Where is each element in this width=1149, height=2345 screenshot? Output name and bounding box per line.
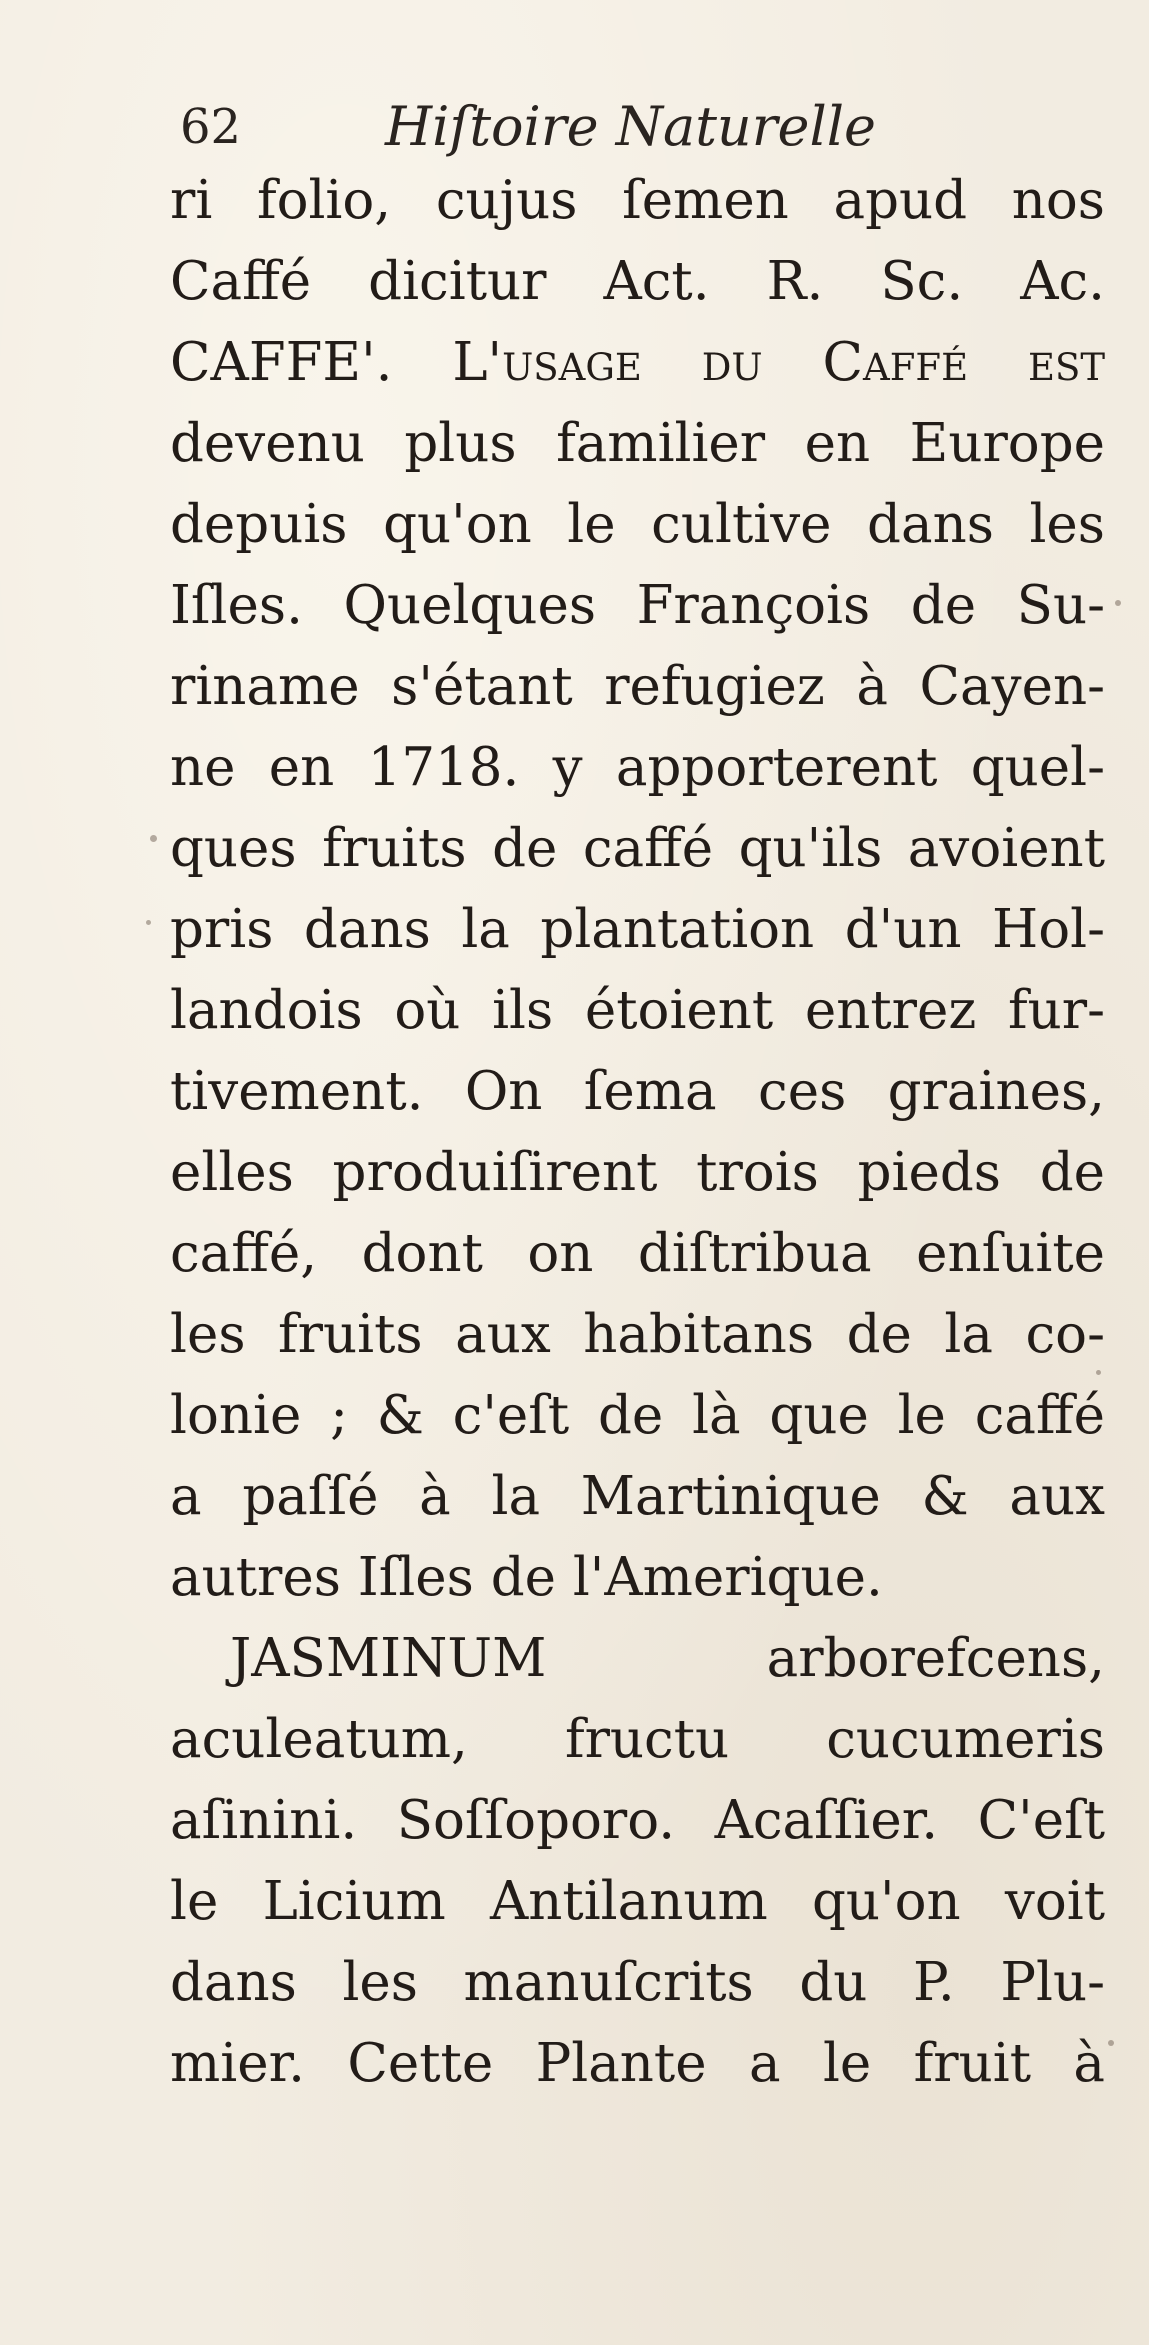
text-line: landois où ils étoient entrez fur- <box>170 980 1105 1041</box>
text-line: aſinini. Soſſoporo. Acaſſier. C'eſt <box>170 1790 1105 1851</box>
text-line: ques fruits de caffé qu'ils avoient <box>170 818 1105 879</box>
text-line: a paſſé à la Martinique & aux <box>170 1466 1105 1527</box>
running-title: Hiſtoire Naturelle <box>385 95 876 158</box>
text-line: ri folio, cujus ſemen apud nos <box>170 170 1105 231</box>
text-line: lonie ; & c'eſt de là que le caffé <box>170 1385 1105 1446</box>
text-line: devenu plus familier en Europe <box>170 413 1105 474</box>
text-line: le Licium Antilanum qu'on voit <box>170 1871 1105 1932</box>
text-line: Caffé dicitur Act. R. Sc. Ac. <box>170 251 1105 312</box>
text-line: depuis qu'on le cultive dans les <box>170 494 1105 555</box>
text-line: Iſles. Quelques François de Su- <box>170 575 1105 636</box>
paper-speck <box>1108 2040 1114 2046</box>
text-line: elles produiſirent trois pieds de <box>170 1142 1105 1203</box>
body-text <box>170 160 1105 2104</box>
paper-speck <box>146 920 151 925</box>
paper-speck <box>1115 600 1121 606</box>
paper-speck <box>150 835 157 842</box>
text-line: autres Iſles de l'Amerique. <box>170 1547 883 1608</box>
page-header <box>180 92 960 162</box>
text-line: riname s'étant refugiez à Cayen- <box>170 656 1105 717</box>
text-line: aculeatum, fructu cucumeris <box>170 1709 1105 1770</box>
text-line: dans les manuſcrits du P. Plu- <box>170 1952 1105 2013</box>
text-line: les fruits aux habitans de la co- <box>170 1304 1105 1365</box>
text-line: pris dans la plantation d'un Hol- <box>170 899 1105 960</box>
paper-speck <box>1096 1370 1101 1375</box>
text-line: JASMINUM arborefcens, <box>230 1628 1105 1689</box>
text-line: CAFFE'. L'uſage du Caffé eſt <box>170 332 1105 393</box>
page-number: 62 <box>180 99 242 155</box>
text-line: caffé, dont on diſtribua enſuite <box>170 1223 1105 1284</box>
text-line: ne en 1718. y apporterent quel- <box>170 737 1105 798</box>
text-line: mier. Cette Plante a le fruit à <box>170 2033 1105 2094</box>
text-line: tivement. On ſema ces graines, <box>170 1061 1105 1122</box>
